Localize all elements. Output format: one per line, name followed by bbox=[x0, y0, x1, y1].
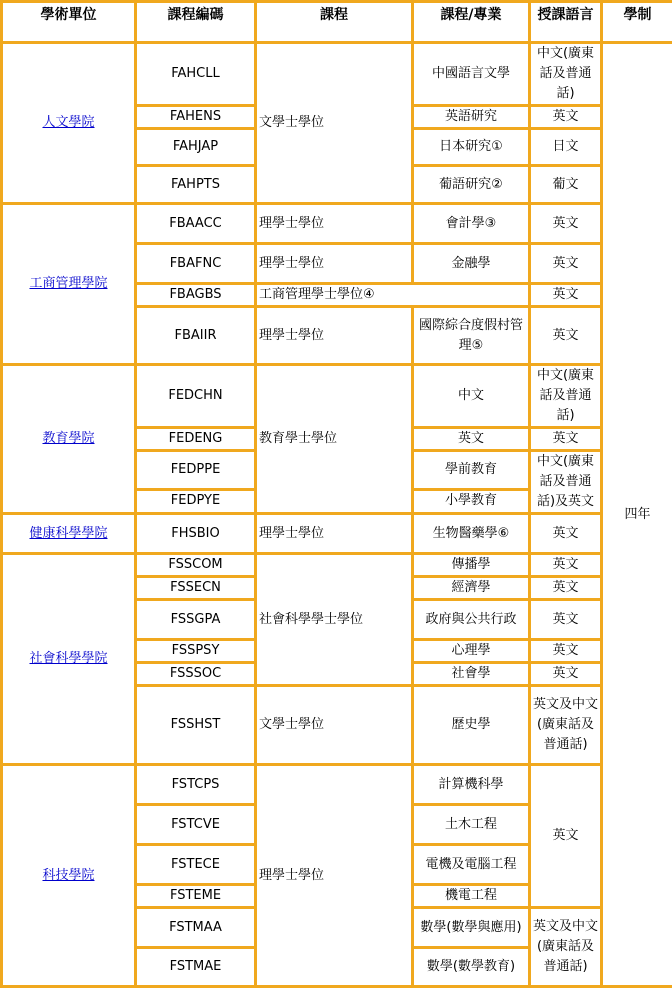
major-cell: 國際綜合度假村管理⑤ bbox=[413, 307, 530, 365]
language-cell: 英文 bbox=[530, 284, 602, 307]
language-cell: 英文 bbox=[530, 514, 602, 554]
language-cell: 英文 bbox=[530, 428, 602, 451]
header-major: 課程/專業 bbox=[413, 2, 530, 43]
major-cell: 計算機科學 bbox=[413, 765, 530, 805]
course-cell: 理學士學位 bbox=[256, 514, 413, 554]
table-row bbox=[2, 204, 672, 244]
faculty-link-fah[interactable]: 人文學院 bbox=[42, 115, 94, 130]
faculty-cell bbox=[2, 204, 136, 365]
language-cell: 英文 bbox=[530, 244, 602, 284]
table-row bbox=[2, 765, 672, 805]
course-cell: 教育學士學位 bbox=[256, 365, 413, 514]
major-cell: 生物醫藥學⑥ bbox=[413, 514, 530, 554]
header-course: 課程 bbox=[256, 2, 413, 43]
code-cell: FEDPYE bbox=[136, 489, 256, 513]
header-row bbox=[2, 2, 672, 43]
faculty-link-fhs[interactable]: 健康科學學院 bbox=[29, 526, 107, 541]
code-cell: FAHENS bbox=[136, 106, 256, 129]
course-cell: 理學士學位 bbox=[256, 244, 413, 284]
code-cell: FSTMAA bbox=[136, 908, 256, 948]
code-cell: FSSGPA bbox=[136, 600, 256, 640]
code-cell: FEDPPE bbox=[136, 451, 256, 490]
code-cell: FSSSOC bbox=[136, 663, 256, 686]
course-cell: 文學士學位 bbox=[256, 43, 413, 204]
code-cell: FBAIIR bbox=[136, 307, 256, 365]
major-cell: 經濟學 bbox=[413, 577, 530, 600]
language-cell: 葡文 bbox=[530, 166, 602, 204]
code-cell: FHSBIO bbox=[136, 514, 256, 554]
code-cell: FSTEME bbox=[136, 885, 256, 908]
language-cell: 英文 bbox=[530, 663, 602, 686]
code-cell: FSSHST bbox=[136, 686, 256, 765]
major-cell: 學前教育 bbox=[413, 451, 530, 490]
code-cell: FSSECN bbox=[136, 577, 256, 600]
major-cell: 電機及電腦工程 bbox=[413, 845, 530, 885]
major-cell: 葡語研究② bbox=[413, 166, 530, 204]
faculty-cell bbox=[2, 514, 136, 554]
table-row bbox=[2, 514, 672, 554]
major-cell: 傳播學 bbox=[413, 554, 530, 577]
language-cell: 中文(廣東話及普通話)及英文 bbox=[530, 451, 602, 514]
code-cell: FSTECE bbox=[136, 845, 256, 885]
major-cell: 小學教育 bbox=[413, 489, 530, 513]
language-cell: 日文 bbox=[530, 129, 602, 166]
code-cell: FSSCOM bbox=[136, 554, 256, 577]
language-cell: 英文及中文(廣東話及普通話) bbox=[530, 908, 602, 987]
faculty-link-fst[interactable]: 科技學院 bbox=[42, 868, 94, 883]
language-cell: 英文 bbox=[530, 204, 602, 244]
language-cell: 中文(廣東話及普通話) bbox=[530, 365, 602, 428]
header-language: 授課語言 bbox=[530, 2, 602, 43]
code-cell: FAHCLL bbox=[136, 43, 256, 106]
major-cell: 數學(數學與應用) bbox=[413, 908, 530, 948]
table-row bbox=[2, 365, 672, 428]
language-cell: 英文及中文(廣東話及普通話) bbox=[530, 686, 602, 765]
major-cell: 心理學 bbox=[413, 640, 530, 663]
code-cell: FAHJAP bbox=[136, 129, 256, 166]
code-cell: FSTCPS bbox=[136, 765, 256, 805]
language-cell: 英文 bbox=[530, 307, 602, 365]
faculty-cell bbox=[2, 554, 136, 765]
language-cell: 英文 bbox=[530, 640, 602, 663]
code-cell: FSTCVE bbox=[136, 805, 256, 845]
major-cell: 機電工程 bbox=[413, 885, 530, 908]
language-cell: 英文 bbox=[530, 765, 602, 908]
table-row bbox=[2, 554, 672, 577]
major-cell: 社會學 bbox=[413, 663, 530, 686]
course-cell: 工商管理學士學位④ bbox=[256, 284, 530, 307]
code-cell: FEDCHN bbox=[136, 365, 256, 428]
header-duration: 學制 bbox=[602, 2, 672, 43]
header-code: 課程編碼 bbox=[136, 2, 256, 43]
code-cell: FAHPTS bbox=[136, 166, 256, 204]
faculty-link-fba[interactable]: 工商管理學院 bbox=[29, 276, 107, 291]
major-cell: 政府與公共行政 bbox=[413, 600, 530, 640]
major-cell: 數學(數學教育) bbox=[413, 948, 530, 987]
code-cell: FSTMAE bbox=[136, 948, 256, 987]
major-cell: 英語研究 bbox=[413, 106, 530, 129]
faculty-cell bbox=[2, 43, 136, 204]
code-cell: FSSPSY bbox=[136, 640, 256, 663]
language-cell: 中文(廣東話及普通話) bbox=[530, 43, 602, 106]
faculty-link-fss[interactable]: 社會科學學院 bbox=[29, 651, 107, 666]
faculty-cell bbox=[2, 765, 136, 987]
major-cell: 英文 bbox=[413, 428, 530, 451]
language-cell: 英文 bbox=[530, 577, 602, 600]
major-cell: 會計學③ bbox=[413, 204, 530, 244]
course-cell: 社會科學學士學位 bbox=[256, 554, 413, 686]
major-cell: 金融學 bbox=[413, 244, 530, 284]
major-cell: 歷史學 bbox=[413, 686, 530, 765]
course-cell: 文學士學位 bbox=[256, 686, 413, 765]
course-cell: 理學士學位 bbox=[256, 765, 413, 987]
major-cell: 中國語言文學 bbox=[413, 43, 530, 106]
language-cell: 英文 bbox=[530, 554, 602, 577]
course-cell: 理學士學位 bbox=[256, 204, 413, 244]
duration-cell: 四年 bbox=[602, 43, 672, 987]
table-row bbox=[2, 43, 672, 106]
code-cell: FEDENG bbox=[136, 428, 256, 451]
language-cell: 英文 bbox=[530, 600, 602, 640]
major-cell: 日本研究① bbox=[413, 129, 530, 166]
major-cell: 土木工程 bbox=[413, 805, 530, 845]
course-cell: 理學士學位 bbox=[256, 307, 413, 365]
code-cell: FBAGBS bbox=[136, 284, 256, 307]
language-cell: 英文 bbox=[530, 106, 602, 129]
code-cell: FBAACC bbox=[136, 204, 256, 244]
code-cell: FBAFNC bbox=[136, 244, 256, 284]
faculty-cell bbox=[2, 365, 136, 514]
header-unit: 學術單位 bbox=[2, 2, 136, 43]
major-cell: 中文 bbox=[413, 365, 530, 428]
faculty-link-fed[interactable]: 教育學院 bbox=[42, 431, 94, 446]
